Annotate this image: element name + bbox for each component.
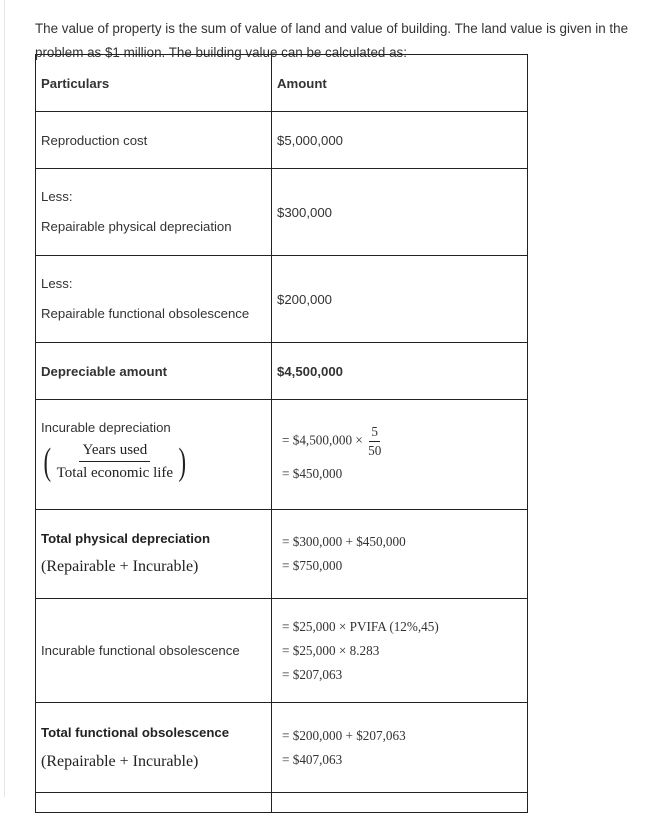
header-amount: Amount <box>272 55 528 112</box>
row-label: Incurable functional obsolescence <box>36 599 272 703</box>
calc-line-1: = $4,500,000 × $\frac{5}{50}$ <box>282 424 382 458</box>
empty-cell <box>272 793 528 813</box>
empty-cell <box>36 793 272 813</box>
row-label-cell <box>36 703 272 793</box>
fraction-numerator: Years used <box>79 439 150 462</box>
row-amount-cell <box>272 400 528 510</box>
row-amount: $5,000,000 <box>272 112 528 169</box>
calc-line-1: = $200,000 + $207,063 <box>282 727 406 743</box>
fraction-denominator: Total economic life <box>56 465 174 481</box>
row-amount: $300,000 <box>272 169 528 256</box>
calc-line-1: = $25,000 × PVIFA (12%,45) <box>282 618 439 634</box>
row-amount-cell <box>272 703 528 793</box>
calc-fraction: $\frac{5}{50}$ <box>368 424 382 458</box>
table-row <box>36 703 528 793</box>
table-row <box>36 112 528 169</box>
row-label: Reproduction cost <box>36 112 272 169</box>
row-label: Total physical depreciation <box>41 531 211 546</box>
row-prefix: Less: <box>41 276 73 291</box>
row-amount: $4,500,000 <box>272 343 528 400</box>
row-label-cell <box>36 169 272 256</box>
calc-line-2: = $450,000 <box>282 466 343 481</box>
row-label: Repairable functional obsolescence <box>41 306 250 321</box>
table-row <box>36 599 528 703</box>
calc-line-1: = $300,000 + $450,000 <box>282 534 406 549</box>
left-paren: ( <box>43 440 52 483</box>
right-paren: ) <box>178 440 187 483</box>
calc-line-2: = $25,000 × 8.283 <box>282 642 380 658</box>
table-row <box>36 169 528 256</box>
table-row <box>36 510 528 599</box>
row-label: Incurable depreciation <box>41 420 171 435</box>
table-row-partial <box>36 793 528 813</box>
row-label: Depreciable amount <box>36 343 272 400</box>
page-left-rule <box>4 0 5 797</box>
fraction <box>54 439 176 484</box>
calc-line-2: = $407,063 <box>282 751 343 767</box>
table-row <box>36 256 528 343</box>
row-amount-cell <box>272 510 528 599</box>
row-note: (Repairable + Incurable) <box>41 752 199 770</box>
building-value-table <box>35 54 528 813</box>
header-particulars: Particulars <box>36 55 272 112</box>
calc-line-3: = $207,063 <box>282 666 343 682</box>
formula-fraction <box>41 439 189 484</box>
row-note: (Repairable + Incurable) <box>41 558 199 575</box>
row-label: Repairable physical depreciation <box>41 219 232 234</box>
table-row <box>36 343 528 400</box>
row-label-cell <box>36 510 272 599</box>
row-label: Total functional obsolescence <box>41 724 230 740</box>
row-prefix: Less: <box>41 189 73 204</box>
calc-line-2: = $750,000 <box>282 558 343 573</box>
row-label-cell <box>36 256 272 343</box>
table-header-row <box>36 55 528 112</box>
row-amount-cell <box>272 599 528 703</box>
intro-paragraph: The value of property is the sum of value of land and value of building. The land value is given in the problem as $1 million. The building value can be calculated as: <box>35 21 629 61</box>
table-row <box>36 400 528 510</box>
row-amount: $200,000 <box>272 256 528 343</box>
row-label-cell <box>36 400 272 510</box>
